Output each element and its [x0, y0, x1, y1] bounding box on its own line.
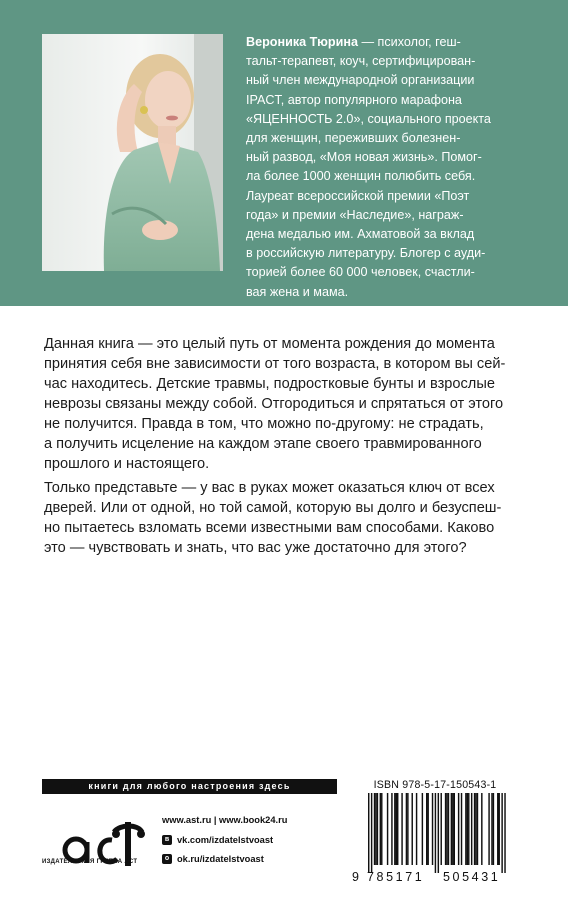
ean-digits	[350, 870, 520, 884]
text-line: дверей. Или от одной, но той самой, которую вы долго и безуспеш-	[44, 500, 502, 516]
barcode-bar	[426, 793, 427, 865]
barcode-bar	[468, 793, 469, 865]
isbn-text: ISBN 978-5-17-150543-1	[373, 779, 497, 791]
bio-line: для женщин, переживших болезнен-	[246, 131, 461, 146]
barcode-bar	[504, 793, 505, 873]
barcode-bar	[481, 793, 482, 865]
barcode-bar	[375, 793, 376, 865]
barcode-bar	[451, 793, 452, 865]
barcode-bar	[397, 793, 398, 865]
bio-line: ный член международной организации	[246, 73, 475, 88]
barcode-bar	[374, 793, 375, 865]
bio-line: в российскую литературу. Блогер с ауди-	[246, 246, 486, 261]
barcode-bar	[474, 793, 475, 865]
barcode-bar	[387, 793, 388, 865]
ok-link-row[interactable]	[162, 849, 287, 868]
barcode-bar	[448, 793, 449, 865]
barcode-bar	[432, 793, 433, 865]
barcode-bar	[465, 793, 466, 865]
ok-link[interactable]: ok.ru/izdatelstvoast	[177, 853, 264, 864]
barcode-bar	[493, 793, 494, 865]
barcode-bar	[477, 793, 478, 865]
description-paragraph-1	[44, 334, 524, 474]
author-photo	[42, 34, 223, 271]
bio-line: тальт-терапевт, коуч, сертифицирован-	[246, 54, 476, 69]
ean-group-1: 785171	[367, 870, 425, 884]
barcode-bar	[407, 793, 408, 865]
barcode-bar	[446, 793, 447, 865]
publisher-group-name: ИЗДАТЕЛЬСКАЯ ГРУППА АСТ	[42, 859, 138, 865]
publisher-links	[162, 810, 287, 868]
text-line: неврозы связаны между собой. Отгородиться и спрятаться от этого	[44, 396, 504, 412]
barcode-bar	[467, 793, 468, 865]
barcode-bar	[488, 793, 489, 865]
barcode-block	[350, 779, 520, 885]
barcode-bar	[452, 793, 453, 865]
bio-line: ный развод, «Моя новая жизнь». Помог-	[246, 150, 482, 165]
author-bio	[246, 33, 546, 302]
text-line: Только представьте — у вас в руках может оказаться ключ от всех	[44, 480, 495, 496]
ean-lead-digit: 9	[352, 870, 359, 884]
barcode-bar	[435, 793, 436, 873]
barcode-bar	[461, 793, 462, 865]
bio-line: торией более 60 000 человек, счастли-	[246, 265, 475, 280]
barcode-bar	[438, 793, 439, 873]
text-line: час находитесь. Детские травмы, подростковые бунты и взрослые	[44, 376, 495, 392]
barcode-bar	[497, 793, 498, 865]
barcode-bar	[416, 793, 417, 865]
barcode-bar	[454, 793, 455, 865]
barcode-bar	[458, 793, 459, 865]
barcode-bar	[394, 793, 395, 865]
barcode-bar	[445, 793, 446, 865]
publisher-tagline: книги для любого настроения здесь	[42, 779, 337, 794]
ast-logo	[42, 806, 147, 886]
barcode-bar	[368, 793, 369, 873]
bio-line: IPACT, автор популярного марафона	[246, 92, 462, 107]
text-line: это — чувствовать и знать, что вас уже достаточно для этого?	[44, 540, 467, 556]
barcode-bar	[401, 793, 402, 865]
barcode-bar	[427, 793, 428, 865]
bio-line: дена медалью им. Ахматовой за вклад	[246, 227, 475, 242]
websites-link[interactable]: www.ast.ru | www.book24.ru	[162, 815, 288, 825]
barcode-bar	[471, 793, 472, 865]
author-portrait-image	[42, 34, 223, 271]
description-paragraph-2	[44, 478, 524, 558]
barcode-bar	[380, 793, 381, 865]
bio-line: вая жена и мама.	[246, 284, 349, 299]
vk-link-row[interactable]	[162, 830, 287, 849]
ok-icon: о	[162, 854, 172, 864]
vk-link[interactable]: vk.com/izdatelstvoast	[177, 834, 274, 845]
barcode-bar	[499, 793, 500, 865]
barcode-bar	[412, 793, 413, 865]
author-banner	[0, 0, 568, 306]
bio-line: «ЯЦЕННОСТЬ 2.0», социального проекта	[246, 111, 491, 126]
barcode-bar	[501, 793, 502, 873]
barcode-bar	[377, 793, 378, 865]
barcode-bar	[475, 793, 476, 865]
bio-line: Лауреат всероссийской премии «Поэт	[246, 188, 470, 203]
bio-line: ла более 1000 женщин полюбить себя.	[246, 169, 476, 184]
text-line: прошлого и настоящего.	[44, 456, 210, 472]
text-line: но пытаетесь взломать всеми известными вам способами. Каково	[44, 520, 495, 536]
ean-group-2: 505431	[443, 870, 501, 884]
barcode-bar	[391, 793, 392, 865]
barcode-bar	[396, 793, 397, 865]
text-line: а получить исцеление на каждом этапе своего травмированного	[44, 436, 482, 452]
barcode-bar	[406, 793, 407, 865]
vk-icon: в	[162, 835, 172, 845]
text-line: не получится. Правда в том, что можно по-другому: не страдать,	[44, 416, 484, 432]
bio-line: года» и премии «Наследие», награж-	[246, 207, 464, 222]
text-line: Данная книга — это целый путь от момента рождения до момента	[44, 336, 495, 352]
barcode-image	[356, 793, 516, 873]
bio-line-0: Вероника Тюрина — психолог, геш-	[246, 35, 461, 49]
barcode-bar	[441, 793, 442, 865]
barcode-bar	[371, 793, 372, 873]
barcode-bar	[422, 793, 423, 865]
author-name: Вероника Тюрина	[246, 35, 358, 49]
barcode-bar	[381, 793, 382, 865]
barcode-bar	[491, 793, 492, 865]
text-line: принятия себя вне зависимости от того возраста, в котором вы сей-	[44, 356, 506, 372]
